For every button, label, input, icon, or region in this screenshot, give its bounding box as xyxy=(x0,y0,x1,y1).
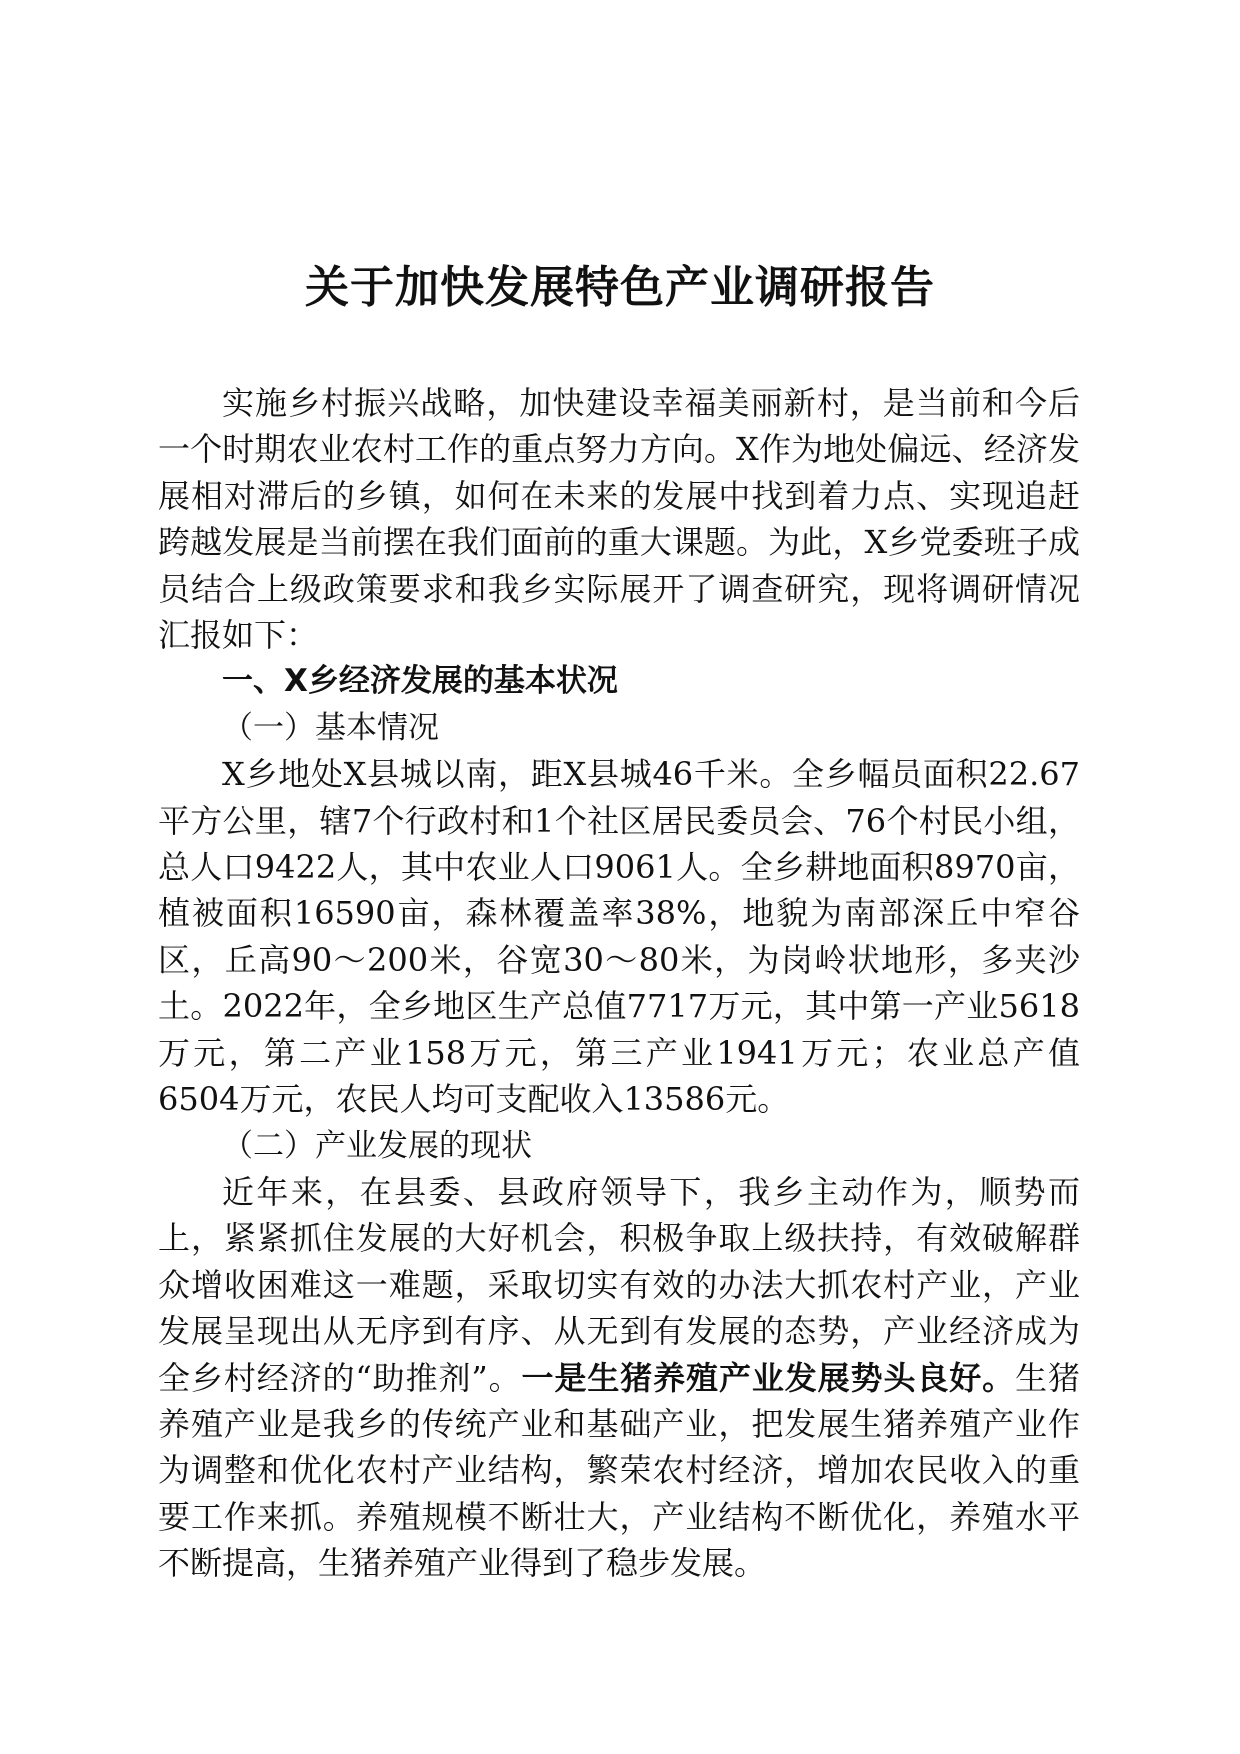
industry-status-paragraph xyxy=(158,1169,1080,1587)
bold-highlight: 一是生猪养殖产业发展势头良好。 xyxy=(521,1358,1016,1397)
subsection-heading-status: （二）产业发展的现状 xyxy=(222,1127,532,1164)
subsection-heading-basic: （一）基本情况 xyxy=(222,709,439,746)
intro-paragraph: 实施乡村振兴战略，加快建设幸福美丽新村，是当前和今后一个时期农业农村工作的重点努力方向。X作为地处偏远、经济发展相对滞后的乡镇，如何在未来的发展中找到着力点、实现追赶跨越发展是当前摆在我们面前的重大课题。为此，X乡党委班子成员结合上级政策要求和我乡实际展开了调查研究，现将调研情况汇报如下： xyxy=(158,384,1080,655)
paragraph-text-tail: 生猪养殖产业是我乡的传统产业和基础产业，把发展生猪养殖产业作为调整和优化农村产业结构，繁荣农村经济，增加农民收入的重要工作来抓。养殖规模不断壮大，产业结构不断优化，养殖水平不断提高，生猪养殖产业得到了稳步发展。 xyxy=(158,1358,1080,1583)
document-body xyxy=(158,380,1080,1587)
document-title: 关于加快发展特色产业调研报告 xyxy=(305,262,935,313)
paragraph-text-lead: 近年来，在县委、县政府领导下，我乡主动作为，顺势而上，紧紧抓住发展的大好机会，积极争取上级扶持，有效破解群众增收困难这一难题，采取切实有效的办法大抓农村产业，产业发展呈现出从无序到有序、从无到有发展的态势，产业经济成为全乡村经济的“助推剂”。 xyxy=(158,1172,1080,1397)
basic-situation-paragraph: X乡地处X县城以南，距X县城46千米。全乡幅员面积22.67平方公里，辖7个行政村和1个社区居民委员会、76个村民小组，总人口9422人，其中农业人口9061人。全乡耕地面积8970亩，植被面积16590亩，森林覆盖率38%，地貌为南部深丘中窄谷区，丘高90～200米，谷宽30～80米，为岗岭状地形，多夹沙土。2022年，全乡地区生产总值7717万元，其中第一产业5618万元，第二产业158万元，第三产业1941万元；农业总产值6504万元，农民人均可支配收入13586元。 xyxy=(158,755,1080,1119)
section-heading: 一、X乡经济发展的基本状况 xyxy=(222,663,618,700)
